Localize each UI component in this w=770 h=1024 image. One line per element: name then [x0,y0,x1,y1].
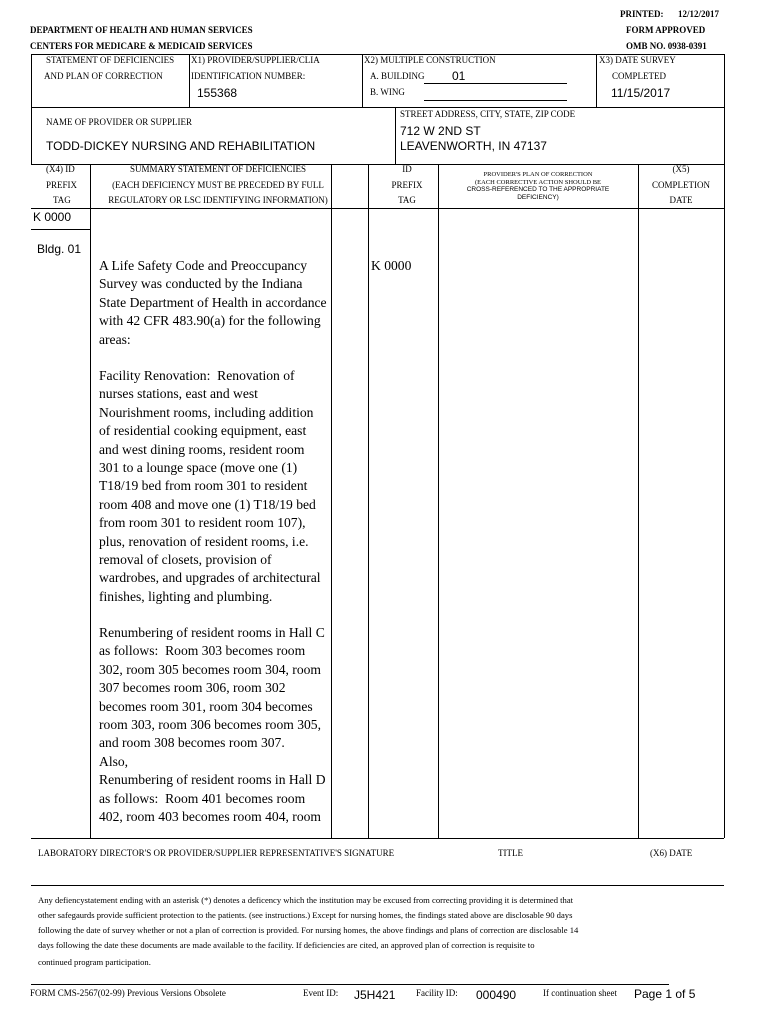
summary-header-line1: SUMMARY STATEMENT OF DEFICIENCIES [129,164,307,174]
id-header-line1: ID [402,164,412,174]
plan-header [438,171,638,201]
disclaimer-line-4: days following the date these documents are made available to the facility. If deficiencies are cited, an approved plan of correction is requisite to [38,940,535,950]
x3-label-line1: X3) DATE SURVEY [599,55,676,65]
wing-underline [424,100,567,101]
centers-title: CENTERS FOR MEDICARE & MEDICAID SERVICES [30,41,253,51]
address-line1: 712 W 2ND ST [400,124,481,138]
x2-label: X2) MULTIPLE CONSTRUCTION [364,55,496,65]
department-title: DEPARTMENT OF HEALTH AND HUMAN SERVICES [30,25,253,35]
plan-tag: K 0000 [371,258,412,273]
id-header-line3: TAG [398,195,416,205]
x4-header-line1: (X4) ID [46,164,75,174]
x6-date-label: (X6) DATE [650,848,693,858]
page-number: Page 1 of 5 [634,987,696,1001]
summary-header-line3: REGULATORY OR LSC IDENTIFYING INFORMATION) [108,195,328,205]
event-id-value: J5H421 [354,988,396,1002]
signature-bottom-border [31,885,724,886]
address-label: STREET ADDRESS, CITY, STATE, ZIP CODE [400,109,576,119]
col-divider-4 [438,164,439,838]
survey-date-value: 11/15/2017 [611,86,671,100]
divider-x2 [362,54,363,107]
disclaimer-line-3: following the date of survey whether or not a plan of correction is provided. For nursing homes, the above findings and plans of correction are disclosable 14 [38,925,579,935]
building-label: A. BUILDING [370,71,425,81]
x5-header-line3: DATE [669,195,693,205]
id-header-line2: PREFIX [391,180,423,190]
plan-header-line1: PROVIDER'S PLAN OF CORRECTION [483,171,593,178]
x4-header-line2: PREFIX [46,180,78,190]
divider-x3 [596,54,597,107]
plan-header-line4: DEFICIENCY) [517,193,559,201]
building-value: 01 [452,69,466,83]
facility-id-value: 000490 [476,988,517,1002]
building-underline [424,83,567,84]
provider-name-label: NAME OF PROVIDER OR SUPPLIER [46,117,193,127]
x1-label-line1: X1) PROVIDER/SUPPLIER/CLIA [191,55,320,65]
printed-date: 12/12/2017 [678,9,720,19]
col-divider-5 [638,164,639,838]
provider-name-value: TODD-DICKEY NURSING AND REHABILITATION [46,139,316,153]
wing-label: B. WING [370,87,405,97]
plan-header-line2: (EACH CORRECTIVE ACTION SHOULD BE [474,178,602,186]
printed-label: PRINTED: [620,9,664,19]
disclaimer-line-2: other safegaurds provide sufficient protection to the patients. (see instructions.) Except for nursing homes, the findings stated above are disclosable 90 days [38,910,573,920]
x5-header-line2: COMPLETION [652,180,710,190]
title-label: TITLE [498,848,523,858]
body-bottom-border [31,838,724,839]
x3-label-line2: COMPLETED [612,71,666,81]
x5-header-line1: (X5) [672,164,690,174]
statement-label-line2: AND PLAN OF CORRECTION [44,71,163,81]
plan-header-line3: CROSS-REFERENCED TO THE APPROPRIATE [466,186,610,193]
tag-cell-underline [31,229,91,230]
summary-paragraph-2: Facility Renovation: Renovation of nurses stations, east and west Nourishment rooms, including addition of residential cooking equipment, east and west dining rooms, resident room 301 to a lounge space (move one (1) T18/19 bed from room 301 to resident room 408 and move one (1) T18/19 bed from room 301 to resident room 107), plus, renovation of resident rooms, i.e. removal of closets, provision of wardrobes, and upgrades of architectural finishes, lighting and plumbing. [99,368,321,604]
summary-paragraph-1: A Life Safety Code and Preoccupancy Survey was conducted by the Indiana State Department of Health in accordance with 42 CFR 483.90(a) for the following areas: [99,258,327,347]
statement-label-line1: STATEMENT OF DEFICIENCIES [46,55,175,65]
provider-id-value: 155368 [197,86,238,100]
facility-id-label: Facility ID: [416,988,458,998]
form-left-border [31,54,32,164]
col-divider-2 [331,164,332,838]
col-divider-1 [90,164,91,838]
event-id-label: Event ID: [303,988,339,998]
form-right-border [724,54,725,164]
building-number: Bldg. 01 [37,242,82,256]
x1-label-line2: IDENTIFICATION NUMBER: [191,71,306,81]
summary-paragraph-3: Renumbering of resident rooms in Hall C as follows: Room 303 becomes room 302, room 305 becomes room 304, room 307 becomes room 306, room 302 becomes room 301, room 304 becomes room 303, room 306 becomes room 305, and room 308 becomes room 307. Also, Renumbering of resident rooms in Hall D as follows: Room 401 becomes room 402, room 403 becomes room 404, room [99,625,326,825]
address-line2: LEAVENWORTH, IN 47137 [400,139,547,153]
form-approved-label: FORM APPROVED [626,25,706,35]
col-divider-6 [724,164,725,838]
summary-header-line2: (EACH DEFICIENCY MUST BE PRECEDED BY FULL [112,180,324,190]
omb-number: OMB NO. 0938-0391 [626,41,707,51]
column-header-bottom-border [31,208,724,209]
divider-x1 [189,54,190,107]
disclaimer-line-5: continued program participation. [38,957,151,967]
col-divider-3 [368,164,369,838]
continuation-label: If continuation sheet [543,988,617,998]
deficiency-tag: K 0000 [33,210,72,224]
x4-header-line3: TAG [53,195,71,205]
top-box-bottom-border [31,107,724,108]
disclaimer-line-1: Any defiencystatement ending with an asterisk (*) denotes a deficency which the institution may be excused from correcting providing it is determined that [38,895,574,905]
divider-provider-address [395,107,396,164]
form-number: FORM CMS-2567(02-99) Previous Versions Obsolete [30,988,226,998]
signature-label: LABORATORY DIRECTOR'S OR PROVIDER/SUPPLIER REPRESENTATIVE'S SIGNATURE [38,848,395,858]
footer-top-rule [31,984,669,985]
